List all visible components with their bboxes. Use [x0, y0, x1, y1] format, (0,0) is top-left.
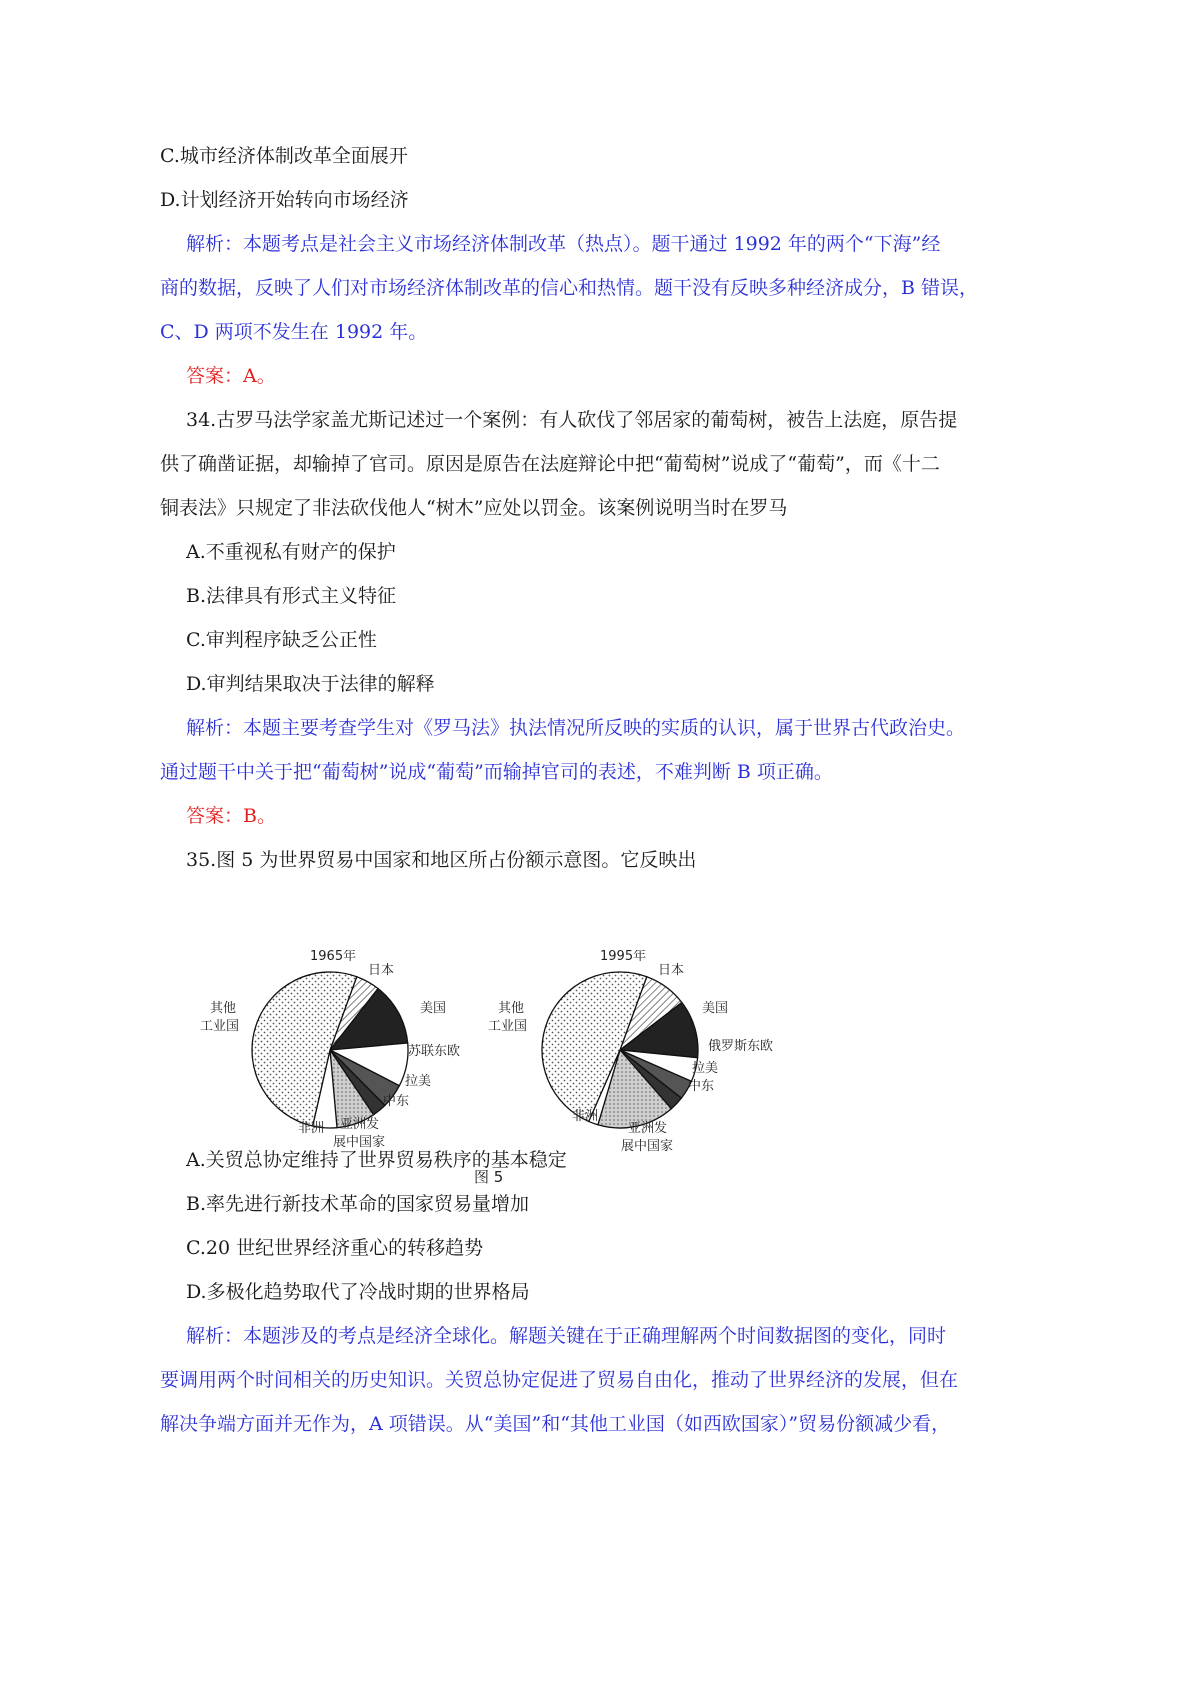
q33-analysis-line-2: 商的数据，反映了人们对市场经济体制改革的信心和热情。题干没有反映多种经济成分，B 错误， [160, 277, 979, 299]
pie-1995-label-middle-east: 中东 [688, 1079, 715, 1094]
pie-1965-label-asia-developing-2: 展中国家 [333, 1135, 386, 1150]
q35-analysis-line-1: 解析：本题涉及的考点是经济全球化。解题关键在于正确理解两个时间数据图的变化，同时 [186, 1325, 947, 1347]
pie-1995-label-other-industrial-2: 工业国 [488, 1019, 528, 1034]
pie-1965-label-usa: 美国 [420, 1001, 447, 1016]
q34-answer: 答案：B。 [186, 805, 276, 827]
pie-1965-label-middle-east: 中东 [383, 1094, 410, 1109]
q35-stem: 35.图 5 为世界贸易中国家和地区所占份额示意图。它反映出 [186, 849, 697, 871]
pie-1965-label-asia-developing-1: 亚洲发 [340, 1117, 380, 1132]
q34-analysis-line-2: 通过题干中关于把“葡萄树”说成“葡萄”而输掉官司的表述，不难判断 B 项正确。 [160, 761, 833, 783]
pie-1995-label-japan: 日本 [658, 963, 685, 978]
pie-1995-label-russia-east-europe: 俄罗斯东欧 [708, 1039, 774, 1054]
pie-1965-label-other-industrial-2: 工业国 [200, 1019, 240, 1034]
figure-caption: 图 5 [474, 1168, 504, 1186]
q34-option-b: B.法律具有形式主义特征 [186, 585, 397, 607]
q34-option-a: A.不重视私有财产的保护 [186, 541, 396, 563]
q34-option-c: C.审判程序缺乏公正性 [186, 629, 377, 651]
pie-1965-year-label: 1965年 [310, 950, 357, 964]
pie-1965-label-africa: 非洲 [298, 1121, 325, 1136]
pie-1965-label-other-industrial-1: 其他 [210, 1001, 237, 1016]
q35-analysis-line-2: 要调用两个时间相关的历史知识。关贸总协定促进了贸易自由化，推动了世界经济的发展，但在 [160, 1369, 959, 1391]
q35-option-a: A.关贸总协定维持了世界贸易秩序的基本稳定 [186, 1149, 567, 1171]
pie-1995-label-usa: 美国 [702, 1001, 729, 1016]
q33-analysis-line-3: C、D 两项不发生在 1992 年。 [160, 321, 428, 343]
q35-option-c: C.20 世纪世界经济重心的转移趋势 [186, 1237, 484, 1259]
q35-option-d: D.多极化趋势取代了冷战时期的世界格局 [186, 1281, 530, 1303]
pie-1995-label-africa: 非洲 [572, 1109, 599, 1124]
pie-1995-label-asia-developing-2: 展中国家 [621, 1139, 674, 1154]
pie-1995-year-label: 1995年 [600, 950, 647, 964]
q34-stem-line-1: 34.古罗马法学家盖尤斯记述过一个案例：有人砍伐了邻居家的葡萄树，被告上法庭，原告提 [186, 409, 958, 431]
q34-stem-line-2: 供了确凿证据，却输掉了官司。原因是原告在法庭辩论中把“葡萄树”说成了“葡萄”，而《十二 [160, 453, 940, 475]
q34-stem-line-3: 铜表法》只规定了非法砍伐他人“树木”应处以罚金。该案例说明当时在罗马 [160, 497, 788, 519]
pie-1965-label-latin-america: 拉美 [405, 1074, 432, 1089]
pie-1965-label-ussr-east-europe: 苏联东欧 [408, 1044, 461, 1059]
q34-option-d: D.审判结果取决于法律的解释 [186, 673, 435, 695]
pie-1995-label-latin-america: 拉美 [692, 1061, 719, 1076]
pie-1995-label-other-industrial-1: 其他 [498, 1001, 525, 1016]
q33-analysis-line-1: 解析：本题考点是社会主义市场经济体制改革（热点）。题干通过 1992 年的两个“下海”经 [186, 233, 941, 255]
q33-option-c: C.城市经济体制改革全面展开 [160, 145, 408, 167]
q35-analysis-line-3: 解决争端方面并无作为，A 项错误。从“美国”和“其他工业国（如西欧国家）”贸易份额减少看， [160, 1413, 951, 1435]
q33-answer: 答案：A。 [186, 365, 276, 387]
q35-option-b: B.率先进行新技术革命的国家贸易量增加 [186, 1193, 530, 1215]
q34-analysis-line-1: 解析：本题主要考查学生对《罗马法》执法情况所反映的实质的认识，属于世界古代政治史。 [186, 717, 966, 739]
pie-1965-label-japan: 日本 [368, 963, 395, 978]
pie-1995-label-asia-developing-1: 亚洲发 [628, 1121, 668, 1136]
q33-option-d: D.计划经济开始转向市场经济 [160, 189, 409, 211]
pie-chart-1995 [542, 972, 698, 1128]
